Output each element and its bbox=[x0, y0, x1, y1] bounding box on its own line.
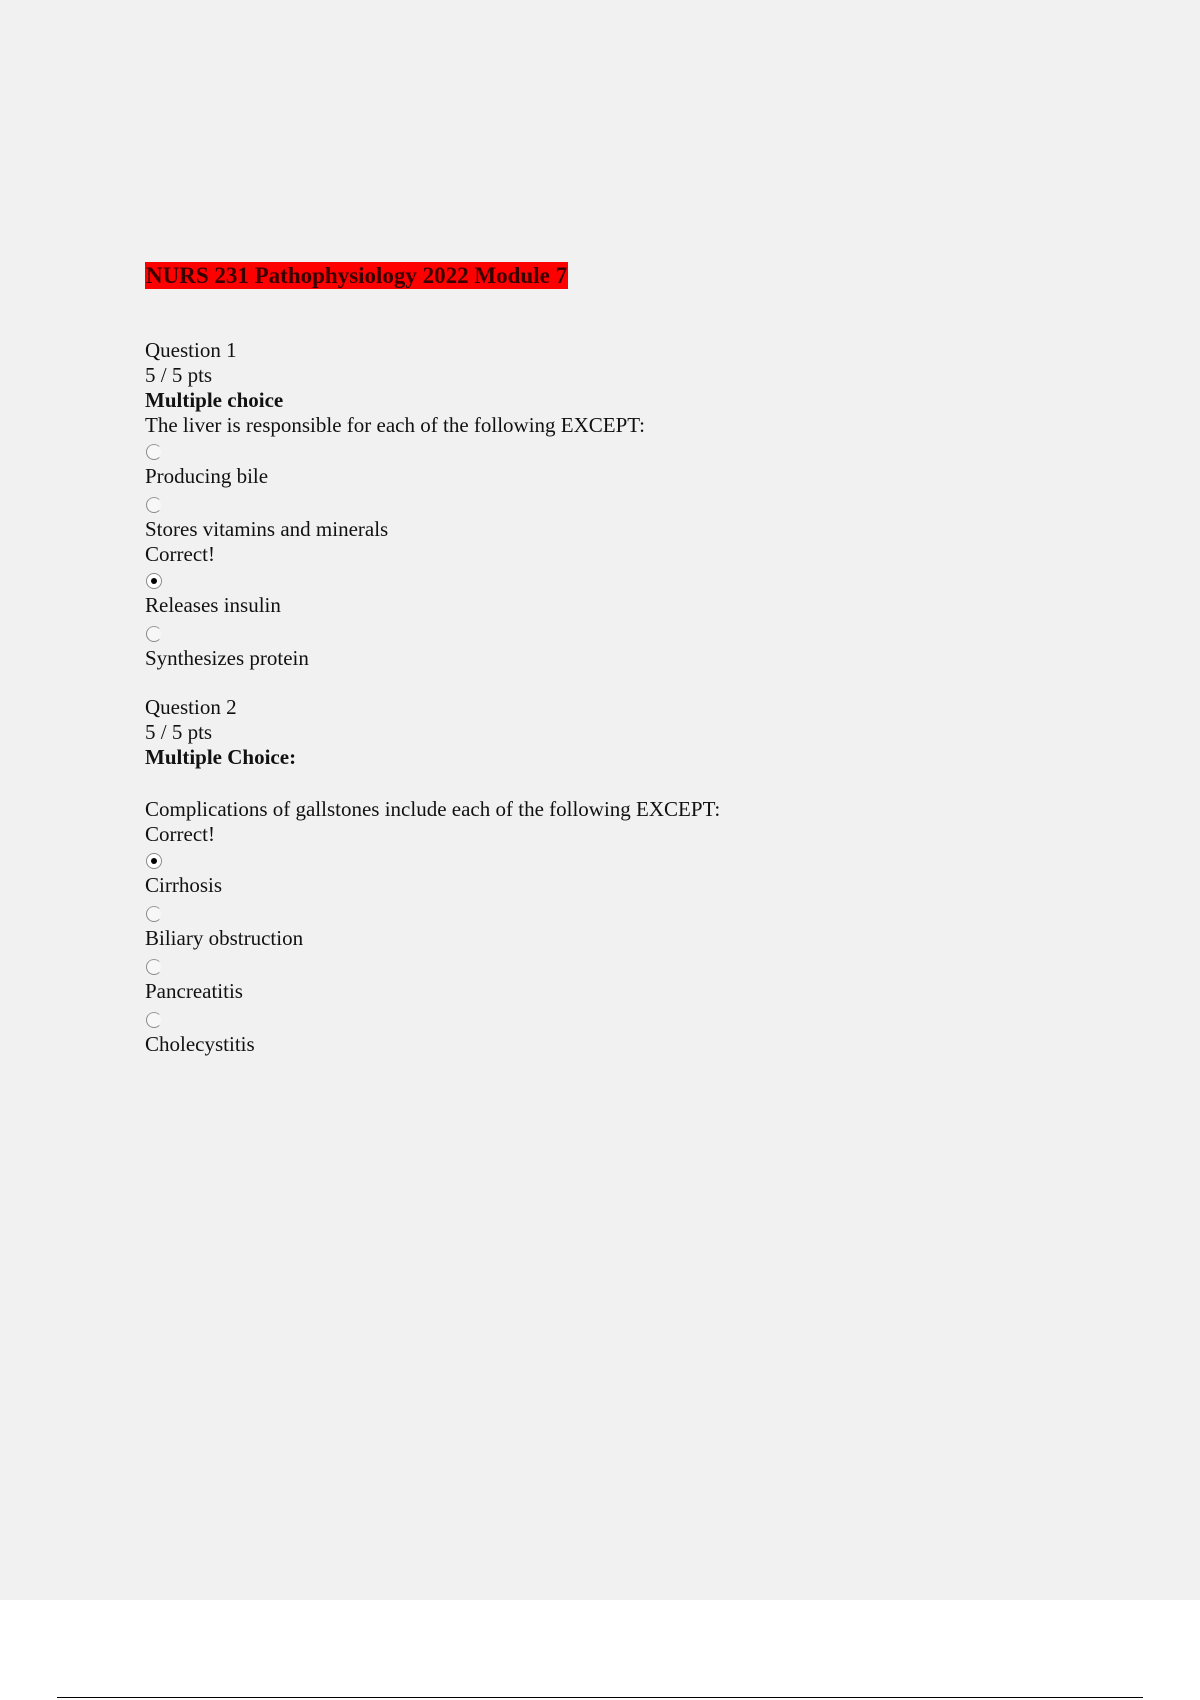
answer-label: Pancreatitis bbox=[145, 979, 243, 1003]
answer-radio[interactable] bbox=[146, 626, 162, 642]
question-number: Question 2 bbox=[145, 695, 237, 719]
question-1 bbox=[145, 338, 1145, 671]
answer-radio-selected[interactable] bbox=[146, 573, 162, 589]
question-type: Multiple Choice: bbox=[145, 745, 297, 769]
answer-radio-selected[interactable] bbox=[146, 853, 162, 869]
answer-label: Biliary obstruction bbox=[145, 926, 304, 950]
question-2 bbox=[145, 695, 1145, 1057]
correct-marker: Correct! bbox=[145, 822, 215, 846]
answer-radio[interactable] bbox=[146, 959, 162, 975]
question-points: 5 / 5 pts bbox=[145, 363, 213, 387]
document-title: NURS 231 Pathophysiology 2022 Module 7 bbox=[146, 263, 568, 288]
question-points: 5 / 5 pts bbox=[145, 720, 213, 744]
question-prompt: The liver is responsible for each of the following EXCEPT: bbox=[145, 413, 645, 437]
answer-label: Synthesizes protein bbox=[145, 646, 309, 670]
question-type: Multiple choice bbox=[145, 388, 284, 412]
answer-radio[interactable] bbox=[146, 444, 162, 460]
footer-rule bbox=[57, 1697, 1143, 1698]
answer-radio[interactable] bbox=[146, 906, 162, 922]
answer-radio[interactable] bbox=[146, 1012, 162, 1028]
correct-marker: Correct! bbox=[145, 542, 215, 566]
question-prompt: Complications of gallstones include each of the following EXCEPT: bbox=[145, 797, 721, 821]
spacer bbox=[145, 770, 1145, 797]
answer-label: Cirrhosis bbox=[145, 873, 223, 897]
document-content bbox=[145, 262, 1145, 1065]
answer-label: Releases insulin bbox=[145, 593, 281, 617]
answer-label: Stores vitamins and minerals bbox=[145, 517, 389, 541]
answer-radio[interactable] bbox=[146, 497, 162, 513]
answer-label: Producing bile bbox=[145, 464, 269, 488]
question-number: Question 1 bbox=[145, 338, 237, 362]
answer-label: Cholecystitis bbox=[145, 1032, 255, 1056]
